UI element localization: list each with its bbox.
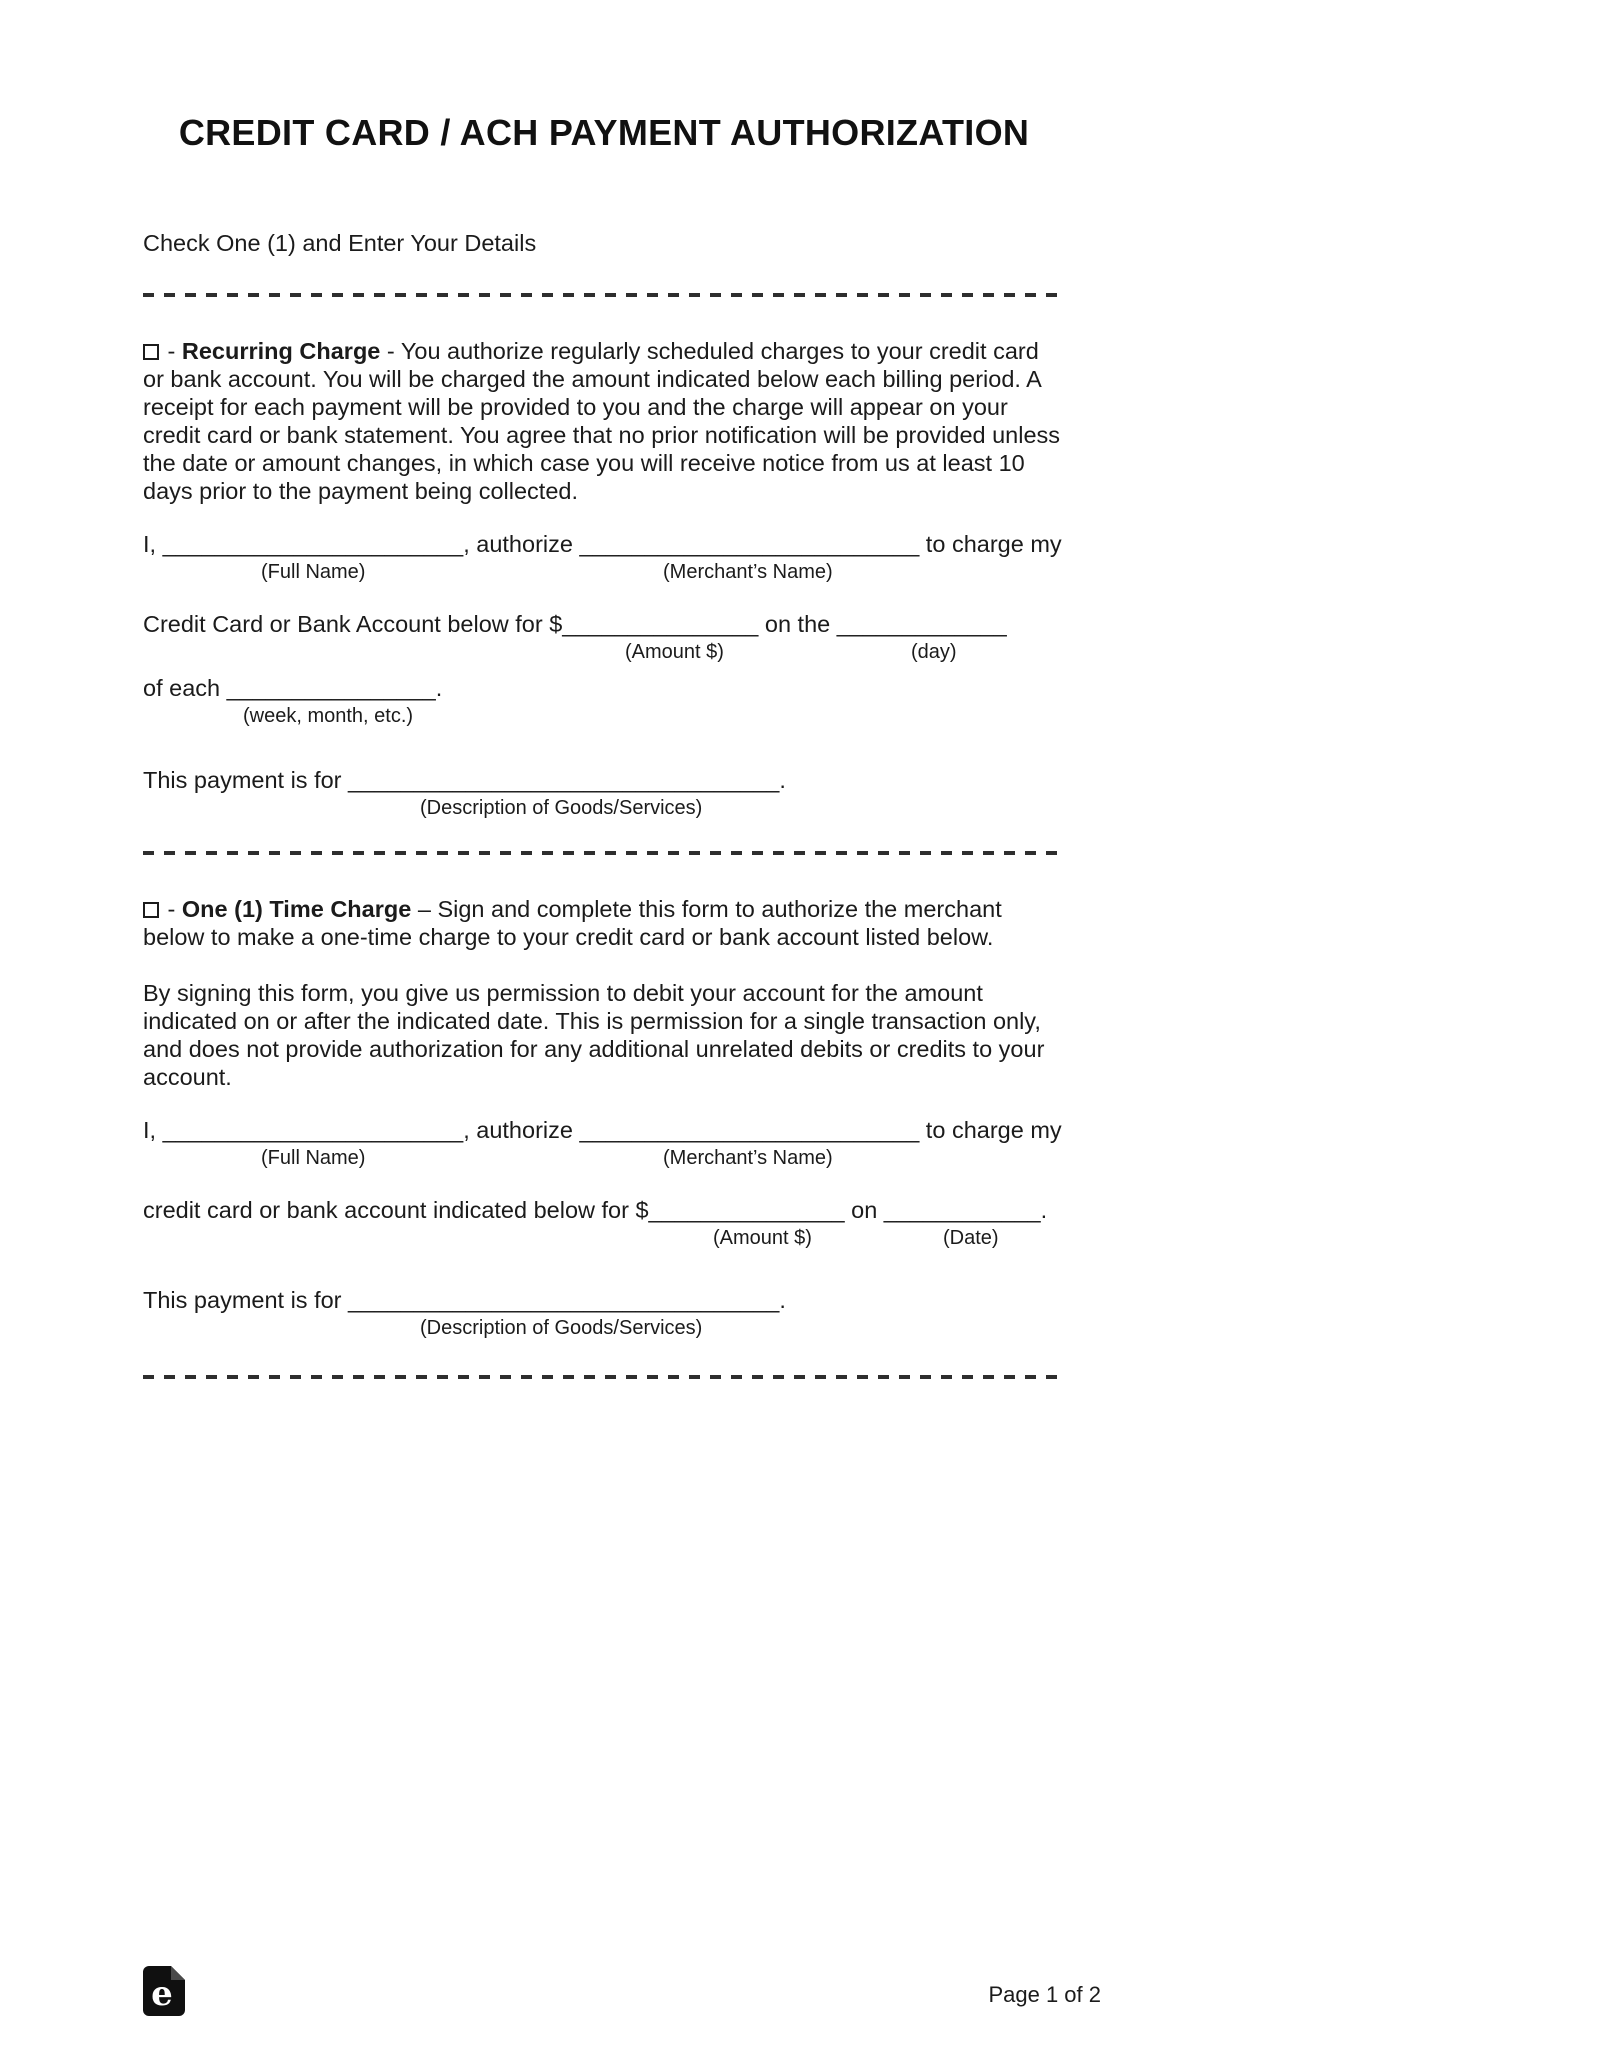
date-label: (Date) <box>943 1227 999 1249</box>
one-time-permission-paragraph: By signing this form, you give us permission to debit your account for the amount indicated on or after the indicated date. This is permission for a single transaction only, and does not provide authorization for any additional unrelated debits or credits to your account. <box>143 980 1045 1090</box>
recurring-merchant-name-blank[interactable]: __________________________ <box>579 531 920 557</box>
merchant-name-label: (Merchant’s Name) <box>663 561 833 583</box>
recurring-payment-for-text-2: . <box>779 767 786 793</box>
recurring-amount-blank[interactable]: _______________ <box>562 611 759 637</box>
page-title: CREDIT CARD / ACH PAYMENT AUTHORIZATION <box>178 112 1030 153</box>
one-time-amount-labels <box>143 1227 1065 1253</box>
one-time-full-name-blank[interactable]: _______________________ <box>162 1117 464 1143</box>
recurring-full-name-blank[interactable]: _______________________ <box>162 531 464 557</box>
one-time-amount-blank[interactable]: _______________ <box>648 1197 845 1223</box>
one-time-amount-line <box>143 1195 1065 1225</box>
recurring-authorize-text-2: , authorize <box>463 531 580 557</box>
recurring-description: You authorize regularly scheduled charges to your credit card or bank account. You will be charged the amount indicated below each billing period. A receipt for each payment will be provided to you and the charge will appear on your credit card or bank statement. You agree that no prior notification will be provided unless the date or amount changes, in which case you will receive notice from us at least 10 days prior to the payment being collected. <box>143 338 1061 504</box>
one-time-authorize-line <box>143 1115 1065 1145</box>
goods-description-label: (Description of Goods/Services) <box>420 797 703 819</box>
amount-label: (Amount $) <box>625 641 724 663</box>
recurring-period-blank[interactable]: ________________ <box>226 675 436 701</box>
one-time-amount-text-3: . <box>1040 1197 1048 1223</box>
one-time-authorize-text-3: to charge my <box>919 1117 1062 1143</box>
dashed-divider-bottom <box>143 1375 1065 1379</box>
recurring-amount-line <box>143 609 1065 639</box>
recurring-amount-labels <box>143 641 1065 667</box>
document-content <box>0 0 1065 1379</box>
recurring-amount-text-1: Credit Card or Bank Account below for $ <box>143 611 563 637</box>
one-time-amount-text-2: on <box>844 1197 884 1223</box>
eforms-logo-letter: e <box>151 1974 173 2014</box>
recurring-trail-dash: - <box>380 338 401 364</box>
recurring-payment-for-text-1: This payment is for <box>143 767 349 793</box>
period-label: (week, month, etc.) <box>243 705 414 727</box>
recurring-payment-for-labels <box>143 797 1065 823</box>
full-name-label: (Full Name) <box>261 1147 366 1169</box>
recurring-authorize-labels <box>143 561 1065 587</box>
one-time-payment-for-line <box>143 1285 1065 1315</box>
one-time-merchant-name-blank[interactable]: __________________________ <box>579 1117 920 1143</box>
recurring-authorize-text-3: to charge my <box>919 531 1062 557</box>
one-time-heading: One (1) Time Charge <box>181 896 412 922</box>
page-number: Page 1 of 2 <box>988 1982 1101 2007</box>
one-time-lead-dash: - <box>161 896 182 922</box>
one-time-amount-text-1: credit card or bank account indicated below for $ <box>143 1197 649 1223</box>
one-time-trail-dash: – <box>411 896 438 922</box>
goods-description-label: (Description of Goods/Services) <box>420 1317 703 1339</box>
dashed-divider-middle <box>143 851 1065 855</box>
one-time-payment-for-labels <box>143 1317 1065 1343</box>
one-time-authorize-text-1: I, <box>143 1117 163 1143</box>
one-time-goods-description-blank[interactable]: _________________________________ <box>348 1287 780 1313</box>
recurring-period-line <box>143 673 1065 703</box>
one-time-date-blank[interactable]: ____________ <box>883 1197 1041 1223</box>
day-label: (day) <box>911 641 957 663</box>
merchant-name-label: (Merchant’s Name) <box>663 1147 833 1169</box>
dashed-divider-top <box>143 293 1065 297</box>
one-time-authorize-labels <box>143 1147 1065 1173</box>
recurring-day-blank[interactable]: _____________ <box>836 611 1007 637</box>
recurring-period-labels <box>143 705 1065 731</box>
amount-label: (Amount $) <box>713 1227 812 1249</box>
one-time-authorize-text-2: , authorize <box>463 1117 580 1143</box>
recurring-period-text-2: . <box>435 675 443 701</box>
recurring-authorize-text-1: I, <box>143 531 163 557</box>
recurring-authorize-line <box>143 529 1065 559</box>
recurring-paragraph <box>143 337 1065 505</box>
recurring-amount-text-2: on the <box>758 611 837 637</box>
eforms-logo <box>143 1966 185 2016</box>
recurring-payment-for-line <box>143 765 1065 795</box>
one-time-checkbox[interactable] <box>143 902 159 918</box>
recurring-period-text-1: of each <box>143 675 227 701</box>
recurring-goods-description-blank[interactable]: _________________________________ <box>348 767 780 793</box>
recurring-checkbox[interactable] <box>143 344 159 360</box>
recurring-lead-dash: - <box>161 338 182 364</box>
recurring-heading: Recurring Charge <box>181 338 381 364</box>
one-time-paragraph <box>143 895 1065 951</box>
one-time-description: Sign and complete this form to authorize the merchant below to make a one-time charge to your credit card or bank account listed below. <box>143 896 1002 950</box>
instruction-text: Check One (1) and Enter Your Details <box>143 230 537 256</box>
one-time-payment-for-text-2: . <box>779 1287 786 1313</box>
one-time-payment-for-text-1: This payment is for <box>143 1287 349 1313</box>
full-name-label: (Full Name) <box>261 561 366 583</box>
